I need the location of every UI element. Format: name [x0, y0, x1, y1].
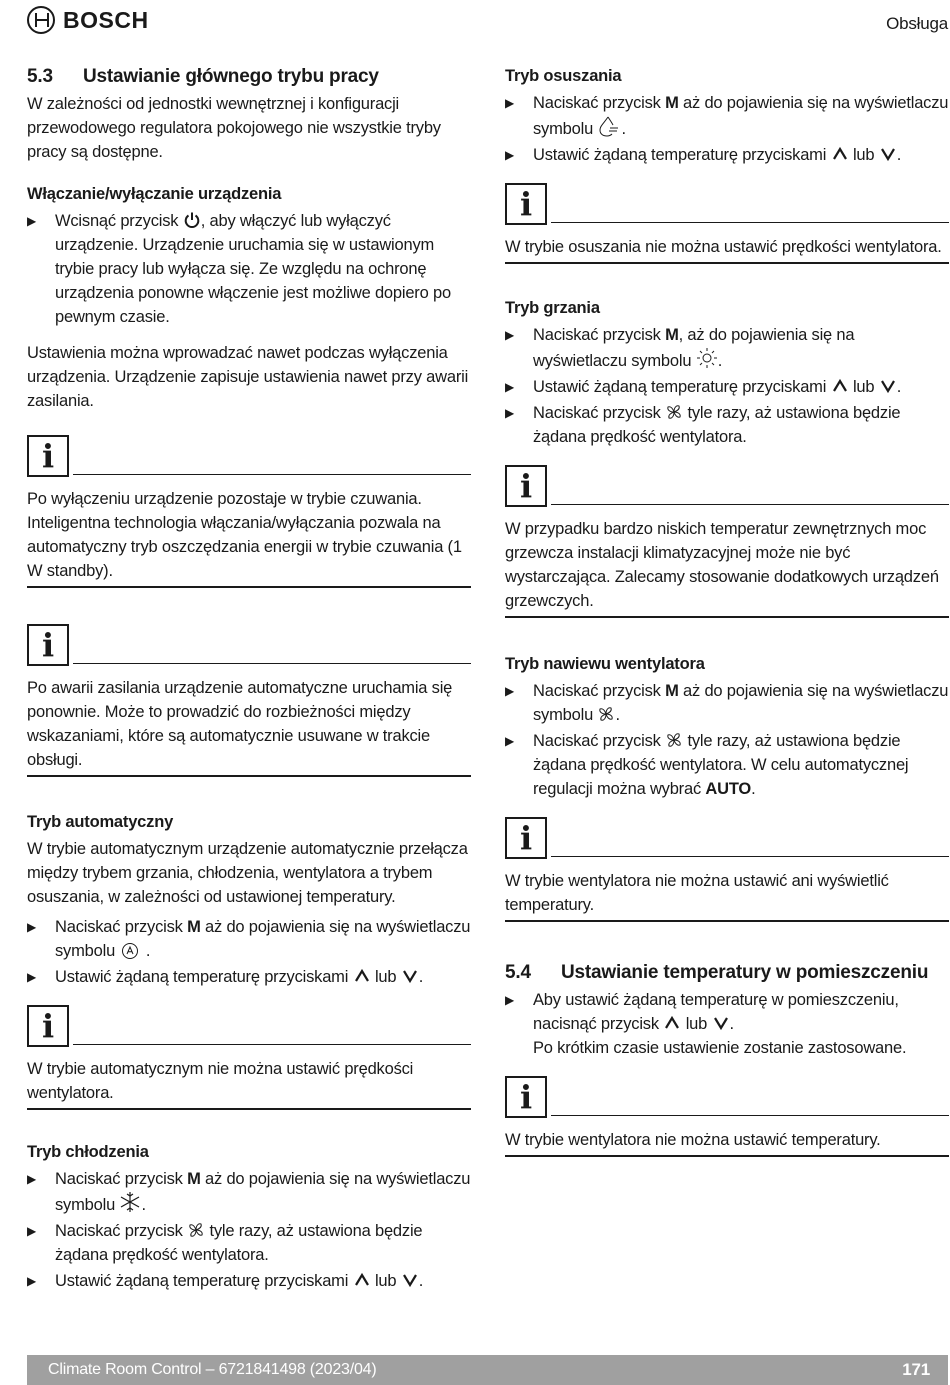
heat-mode-heading: Tryb grzania [505, 299, 600, 317]
bosch-logo [27, 6, 149, 34]
section-intro: W zależności od jednostki wewnętrznej i konfiguracji przewodowego regulatora pokojowego nie wszystkie tryby pracy są dostępne. [27, 95, 441, 161]
info-icon: i [505, 465, 547, 507]
list-item: ▶ Wcisnąć przycisk , aby włączyć lub wyłączyć urządzenie. Urządzenie uruchamia się w ustawionym trybie pracy lub wyłącza się. Ze względu na ochronę urządzenia ponowne włączenie jest możliwe dopiero po pewnym czasie. [27, 209, 471, 329]
info-note: i Po wyłączeniu urządzenie pozostaje w trybie czuwania. Inteligentna technologia włączania/wyłączania pozwala na automatyczny tryb oszczędzania energii w trybie czuwania (1 W standby). [27, 433, 471, 588]
arrow-up-icon [831, 377, 849, 395]
list-item: ▶ Aby ustawić żądaną temperaturę w pomieszczeniu, nacisnąć przycisk lub . Po krótkim czasie ustawienie zostanie zastosowane. [505, 988, 949, 1060]
onoff-heading: Włączanie/wyłączanie urządzenia [27, 185, 282, 203]
arrow-down-icon [712, 1014, 730, 1032]
fan-icon [597, 705, 615, 723]
snowflake-icon [119, 1191, 141, 1213]
fan-icon [187, 1221, 205, 1239]
cool-mode-steps [27, 1167, 471, 1293]
fan-mode-steps [505, 679, 949, 801]
fan-icon [665, 403, 683, 421]
page-footer [27, 1355, 948, 1385]
section-number: 5.4 [505, 962, 531, 983]
list-item: ▶ Naciskać przycisk tyle razy, aż ustawiona będzie żądana prędkość wentylatora. [27, 1219, 471, 1267]
document-id: Climate Room Control – 6721841498 (2023/04) [48, 1361, 377, 1378]
arrow-down-icon [401, 1271, 419, 1289]
arrow-down-icon [879, 145, 897, 163]
section-title: Ustawianie głównego trybu pracy [83, 66, 379, 87]
list-item: ▶ Naciskać przycisk M aż do pojawienia się na wyświetlaczu symbolu . [27, 1167, 471, 1217]
list-item: ▶ Naciskać przycisk M aż do pojawienia się na wyświetlaczu symbolu . [27, 915, 471, 963]
section-title: Ustawianie temperatury w pomieszczeniu [561, 962, 929, 983]
arrow-up-icon [353, 1271, 371, 1289]
info-note: i W trybie automatycznym nie można ustawić prędkości wentylatora. [27, 1003, 471, 1110]
brand-name: BOSCH [63, 7, 149, 33]
auto-mode-heading: Tryb automatyczny [27, 813, 174, 831]
temperature-steps [505, 988, 949, 1060]
right-column [505, 64, 949, 1157]
dry-mode-steps [505, 91, 949, 167]
auto-mode-icon [119, 941, 141, 959]
heat-mode-steps [505, 323, 949, 449]
info-icon: i [505, 1076, 547, 1118]
arrow-down-icon [401, 967, 419, 985]
section-5-3-heading [27, 64, 471, 90]
list-item: ▶ Naciskać przycisk M aż do pojawienia się na wyświetlaczu symbolu . [505, 91, 949, 141]
info-icon: i [505, 817, 547, 859]
list-item: ▶ Naciskać przycisk tyle razy, aż ustawiona będzie żądana prędkość wentylatora. W celu automatycznej regulacji można wybrać AUTO. [505, 729, 949, 801]
arrow-up-icon [353, 967, 371, 985]
info-note: i W przypadku bardzo niskich temperatur zewnętrznych moc grzewcza instalacji klimatyzacyjnej może nie być wystarczająca. Zalecamy stosowanie dodatkowych urządzeń grzewczych. [505, 463, 949, 618]
info-note: i Po awarii zasilania urządzenie automatyczne uruchamia się ponownie. Może to prowadzić do rozbieżności między wskazaniami, które są automatycznie usuwane w trakcie obsługi. [27, 622, 471, 777]
arrow-up-icon [831, 145, 849, 163]
fan-icon [665, 731, 683, 749]
list-item: ▶ Naciskać przycisk tyle razy, aż ustawiona będzie żądana prędkość wentylatora. [505, 401, 949, 449]
onoff-paragraph: Ustawienia można wprowadzać nawet podczas wyłączenia urządzenia. Urządzenie zapisuje ustawienia nawet przy awarii zasilania. [27, 344, 469, 410]
onoff-steps [27, 209, 471, 329]
auto-mode-steps [27, 915, 471, 989]
power-icon [183, 211, 201, 229]
list-item: ▶ Ustawić żądaną temperaturę przyciskami lub . [27, 965, 471, 989]
bosch-armature-icon [27, 6, 55, 34]
list-item: ▶ Naciskać przycisk M, aż do pojawienia się na wyświetlaczu symbolu . [505, 323, 949, 373]
info-icon: i [505, 183, 547, 225]
left-column [27, 64, 471, 1295]
info-icon: i [27, 435, 69, 477]
list-item: ▶ Ustawić żądaną temperaturę przyciskami lub . [505, 375, 949, 399]
arrow-down-icon [879, 377, 897, 395]
auto-mode-paragraph: W trybie automatycznym urządzenie automatycznie przełącza między trybem grzania, chłodzenia, wentylatora a trybem osuszania, w zależności od ustawionej temperatury. [27, 840, 468, 906]
fan-mode-heading: Tryb nawiewu wentylatora [505, 655, 705, 673]
dry-mode-heading: Tryb osuszania [505, 67, 622, 85]
cool-mode-heading: Tryb chłodzenia [27, 1143, 149, 1161]
info-note: i W trybie wentylatora nie można ustawić ani wyświetlić temperatury. [505, 815, 949, 922]
arrow-up-icon [663, 1014, 681, 1032]
info-note: i W trybie wentylatora nie można ustawić temperatury. [505, 1074, 949, 1157]
info-icon: i [27, 1005, 69, 1047]
droplet-icon [597, 115, 621, 137]
section-number: 5.3 [27, 66, 53, 87]
sun-icon [696, 347, 718, 369]
section-label: Obsługa [886, 14, 948, 33]
info-note: i W trybie osuszania nie można ustawić prędkości wentylatora. [505, 181, 949, 264]
list-item: ▶ Naciskać przycisk M aż do pojawienia się na wyświetlaczu symbolu . [505, 679, 949, 727]
info-icon: i [27, 624, 69, 666]
page-number: 171 [902, 1360, 930, 1379]
list-item: ▶ Ustawić żądaną temperaturę przyciskami lub . [505, 143, 949, 167]
section-5-4-heading [505, 960, 949, 986]
page-header [27, 6, 950, 40]
list-item: ▶ Ustawić żądaną temperaturę przyciskami lub . [27, 1269, 471, 1293]
